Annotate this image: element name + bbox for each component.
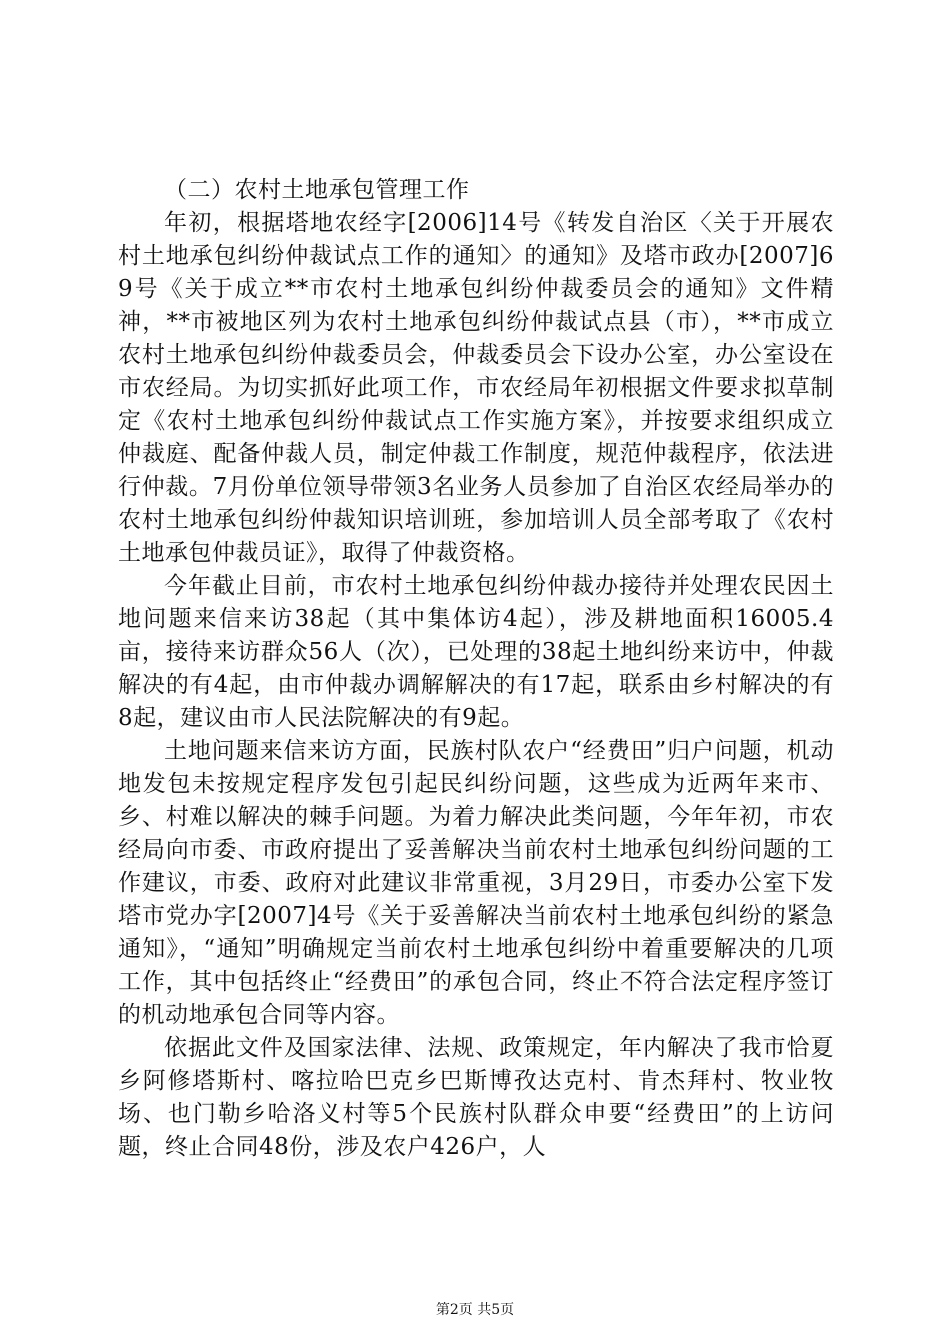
page-footer [0, 1301, 950, 1319]
paragraph-arbitration-setup: 年初，根据塔地农经字[2006]14号《转发自治区〈关于开展农村土地承包纠纷仲裁试点工作的通知〉的通知》及塔市政办[2007]69号《关于成立**市农村土地承包纠纷仲裁委员会的通知》文件精神，**市被地区列为农村土地承包纠纷仲裁试点县（市），**市成立农村土地承包纠纷仲裁委员会，仲裁委员会下设办公室，办公室设在市农经局。为切实抓好此项工作，市农经局年初根据文件要求拟草制定《农村土地承包纠纷仲裁试点工作实施方案》，并按要求组织成立仲裁庭、配备仲裁人员，制定仲裁工作制度，规范仲裁程序，依法进行仲裁。7月份单位领导带领3名业务人员参加了自治区农经局举办的农村土地承包纠纷仲裁知识培训班，参加培训人员全部考取了《农村土地承包仲裁员证》，取得了仲裁资格。 [118, 210, 834, 566]
section-heading: （二）农村土地承包管理工作 [164, 177, 470, 203]
document-body [118, 174, 834, 1164]
paragraph-petition-statistics: 今年截止目前，市农村土地承包纠纷仲裁办接待并处理农民因土地问题来信来访38起（其中集体访4起），涉及耕地面积16005.4亩，接待来访群众56人（次），已处理的38起土地纠纷来访中，仲裁解决的有4起，由市仲裁办调解解决的有17起，联系由乡村解决的有8起，建议由市人民法院解决的有9起。 [118, 573, 834, 731]
paragraph-resolution-results: 依据此文件及国家法律、法规、政策规定，年内解决了我市恰夏乡阿修塔斯村、喀拉哈巴克乡巴斯博孜达克村、肯杰拜村、牧业牧场、也门勒乡哈洛义村等5个民族村队群众申要“经费田”的上访问题，终止合同48份，涉及农户426户，人 [118, 1035, 834, 1160]
paragraph-problem-solutions: 土地问题来信来访方面，民族村队农户“经费田”归户问题，机动地发包未按规定程序发包引起民纠纷问题，这些成为近两年来市、乡、村难以解决的棘手问题。为着力解决此类问题，今年年初，市农经局向市委、市政府提出了妥善解决当前农村土地承包纠纷问题的工作建议，市委、政府对此建议非常重视，3月29日，市委办公室下发塔市党办字[2007]4号《关于妥善解决当前农村土地承包纠纷的紧急通知》，“通知”明确规定当前农村土地承包纠纷中着重要解决的几项工作，其中包括终止“经费田”的承包合同，终止不符合法定程序签订的机动地承包合同等内容。 [118, 738, 834, 1028]
page-indicator: 第2页 共5页 [435, 1302, 515, 1318]
